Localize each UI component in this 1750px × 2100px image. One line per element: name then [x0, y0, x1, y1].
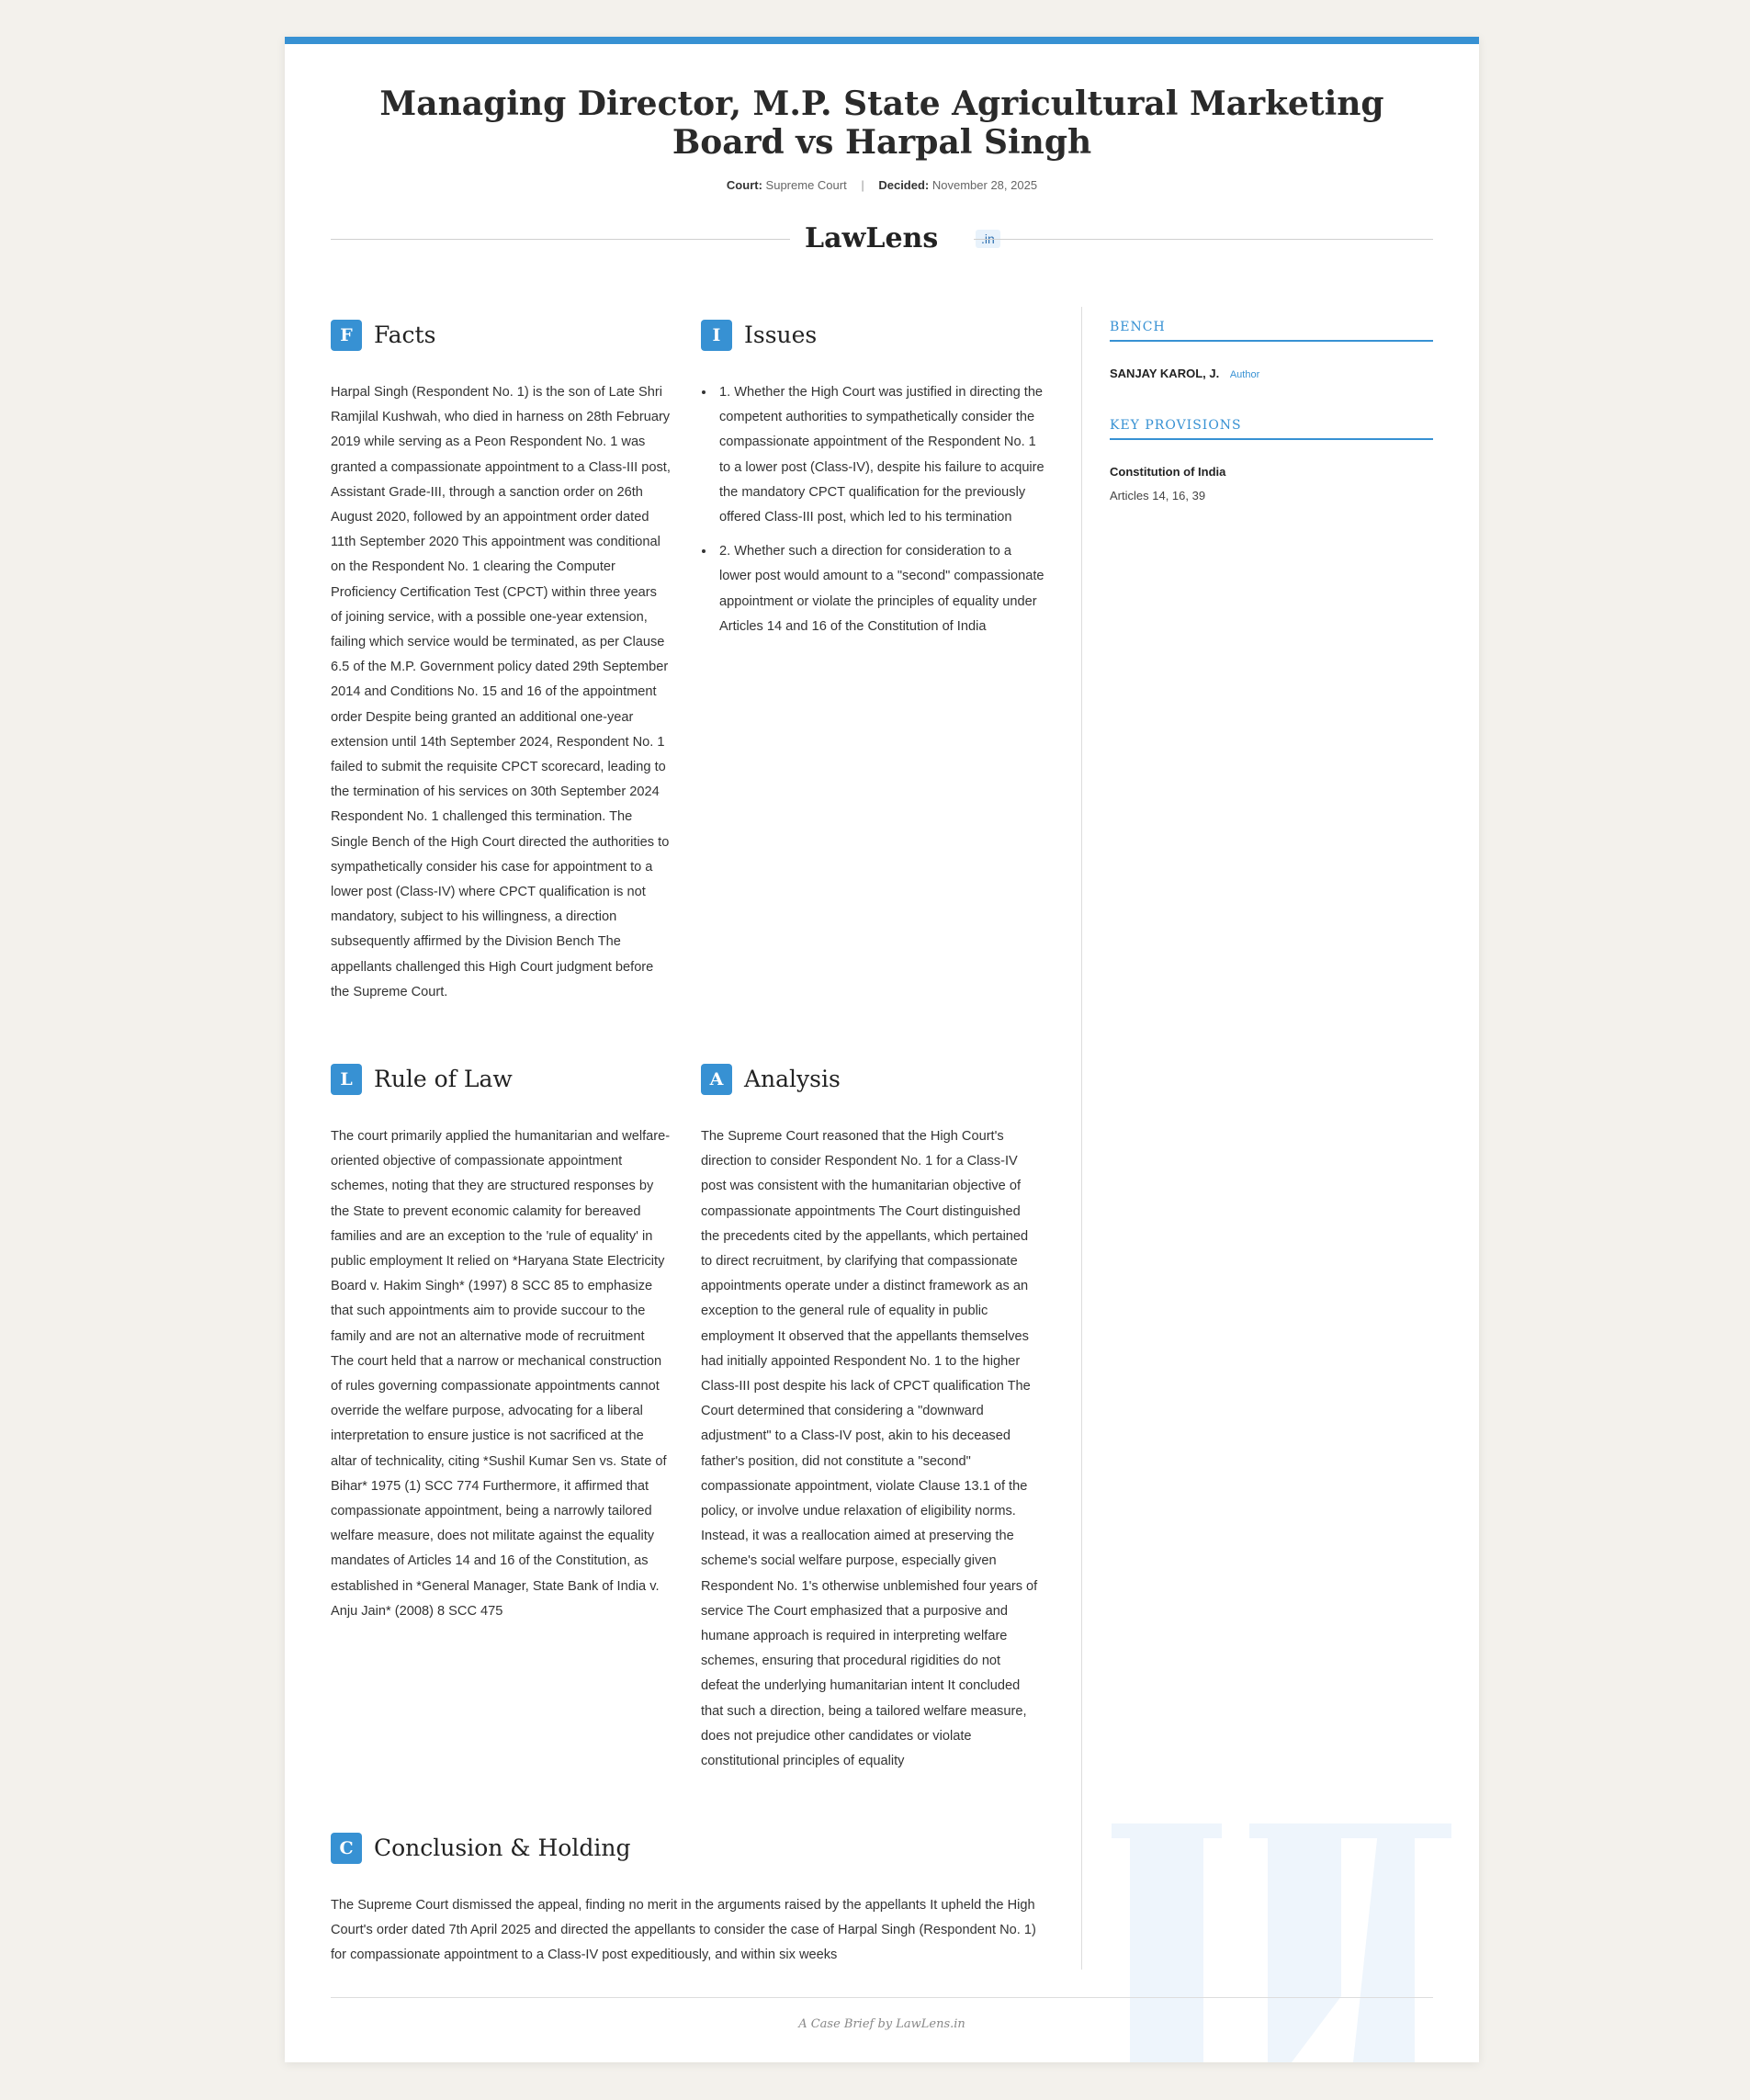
analysis-body: The Supreme Court reasoned that the High Court's direction to consider Respondent No. 1 for a Class-IV post was consistent with the humanitarian objective of compassionate appointments The Court distinguished the precedents cited by the appellants, which pertained to direct recruitment, by clarifying that compassionate appointments operate under a distinct framework as an exception to the general rule of equality in public employment It observed that the appellants themselves had initially appointed Respondent No. 1 to the higher Class-III post despite his lack of CPCT qualification The Court determined that considering a "downward adjustment" to a Class-IV post, akin to his deceased father's position, did not constitute a "second" compassionate appointment, violate Clause 13.1 of the policy, or involve undue relaxation of eligibility norms. Instead, it was a reallocation aimed at preserving the scheme's social welfare purpose, especially given Respondent No. 1's otherwise unblemished four years of service The Court emphasized that a purposive and humane approach is required in interpreting welfare schemes, ensuring that procedural rigidities do not defeat the underlying humanitarian intent It concluded that such a direction, being a tailored welfare measure, does not prejudice other candidates or violate constitutional principles of equality — [701, 1129, 1038, 1769]
page-title: Managing Director, M.P. State Agricultural Marketing Board vs Harpal Singh — [379, 85, 1384, 162]
analysis-badge: A — [701, 1064, 732, 1095]
case-meta — [331, 178, 1433, 192]
footer-credit: A Case Brief by LawLens.in — [798, 2017, 965, 2031]
brand-logo: LawLens — [805, 222, 939, 254]
conclusion-body: The Supreme Court dismissed the appeal, finding no merit in the arguments raised by the appellants It upheld the High Court's order dated 7th April 2025 and directed the appellants to consider the case of Harpal Singh (Respondent No. 1) for compassionate appointment to a Class-IV post expeditiously, and within six weeks — [331, 1898, 1036, 1963]
brand-tld-badge: .in — [976, 230, 1000, 248]
issues-badge: I — [701, 320, 732, 351]
analysis-title: Analysis — [744, 1066, 841, 1092]
rule-badge: L — [331, 1064, 362, 1095]
provision-articles: Articles 14, 16, 39 — [1110, 489, 1206, 502]
conclusion-title: Conclusion & Holding — [374, 1835, 631, 1861]
provision-name: Constitution of India — [1110, 465, 1226, 479]
bench-heading: BENCH — [1110, 320, 1433, 342]
case-brief-sheet — [285, 37, 1479, 2062]
issues-title: Issues — [744, 322, 818, 348]
issue-item: • 1. Whether the High Court was justified in directing the competent authorities to sympathetically consider the compassionate appointment of the Respondent No. 1 to a lower post (Class-IV), despite his failure to acquire the mandatory CPCT qualification for the previously offered Class-III post, which led to his termination — [716, 380, 1044, 530]
court-label: Court: — [726, 178, 762, 192]
decided-label: Decided: — [878, 178, 930, 192]
facts-badge: F — [331, 320, 362, 351]
conclusion-badge: C — [331, 1833, 362, 1864]
rule-title: Rule of Law — [374, 1066, 513, 1092]
rule-body: The court primarily applied the humanitarian and welfare-oriented objective of compassionate appointment schemes, noting that they are structured responses by the State to prevent economic calamity for bereaved families and are an exception to the 'rule of equality' in public employment It relied on *Haryana State Electricity Board v. Hakim Singh* (1997) 8 SCC 85 to emphasize that such appointments aim to provide succour to the family and are not an alternative mode of recruitment The court held that a narrow or mechanical construction of rules governing compassionate appointments cannot override the welfare purpose, advocating for a liberal interpretation to ensure justice is not sacrificed at the altar of technicality, citing *Sushil Kumar Sen vs. State of Bihar* 1975 (1) SCC 774 Furthermore, it affirmed that compassionate appointment, being a narrowly tailored welfare measure, does not militate against the equality mandates of Articles 14 and 16 of the Constitution, as established in *General Manager, State Bank of India v. Anju Jain* (2008) 8 SCC 475 — [331, 1129, 671, 1619]
decided-value: November 28, 2025 — [931, 178, 1038, 192]
court-value: Supreme Court — [765, 178, 847, 192]
divider-right — [974, 239, 1433, 240]
judge-name: SANJAY KAROL, J. — [1110, 367, 1220, 380]
column-divider — [1081, 307, 1082, 1970]
key-provisions-heading: KEY PROVISIONS — [1110, 418, 1433, 440]
issues-list — [703, 380, 1044, 649]
issue-item: • 2. Whether such a direction for consideration to a lower post would amount to a "second" compassionate appointment or violate the principles of equality under Articles 14 and 16 of the Constitution of India — [716, 539, 1044, 639]
brand-row — [331, 220, 1433, 257]
divider-left — [331, 239, 790, 240]
judge-role-badge: Author — [1229, 369, 1260, 380]
facts-body: Harpal Singh (Respondent No. 1) is the son of Late Shri Ramjilal Kushwah, who died in harness on 28th February 2019 while serving as a Peon Respondent No. 1 was granted a compassionate appointment to a Class-III post, Assistant Grade-III, through a sanction order on 26th August 2020, followed by an appointment order dated 11th September 2020 This appointment was conditional on the Respondent No. 1 clearing the Computer Proficiency Certification Test (CPCT) within three years of joining service, with a possible one-year extension, failing which service would be terminated, as per Clause 6.5 of the M.P. Government policy dated 29th September 2014 and Conditions No. 15 and 16 of the appointment order Despite being granted an additional one-year extension until 14th September 2024, Respondent No. 1 failed to submit the requisite CPCT scorecard, leading to the termination of his services on 30th September 2024 Respondent No. 1 challenged this termination. The Single Bench of the High Court directed the authorities to sympathetically consider his case for appointment to a lower post (Class-IV) where CPCT qualification is not mandatory, subject to his willingness, a direction subsequently affirmed by the Division Bench The appellants challenged this High Court judgment before the Supreme Court. — [331, 385, 671, 999]
facts-title: Facts — [374, 322, 436, 348]
footer-divider — [331, 1997, 1433, 1998]
meta-separator: | — [861, 178, 864, 192]
bench-judge — [1110, 367, 1259, 380]
